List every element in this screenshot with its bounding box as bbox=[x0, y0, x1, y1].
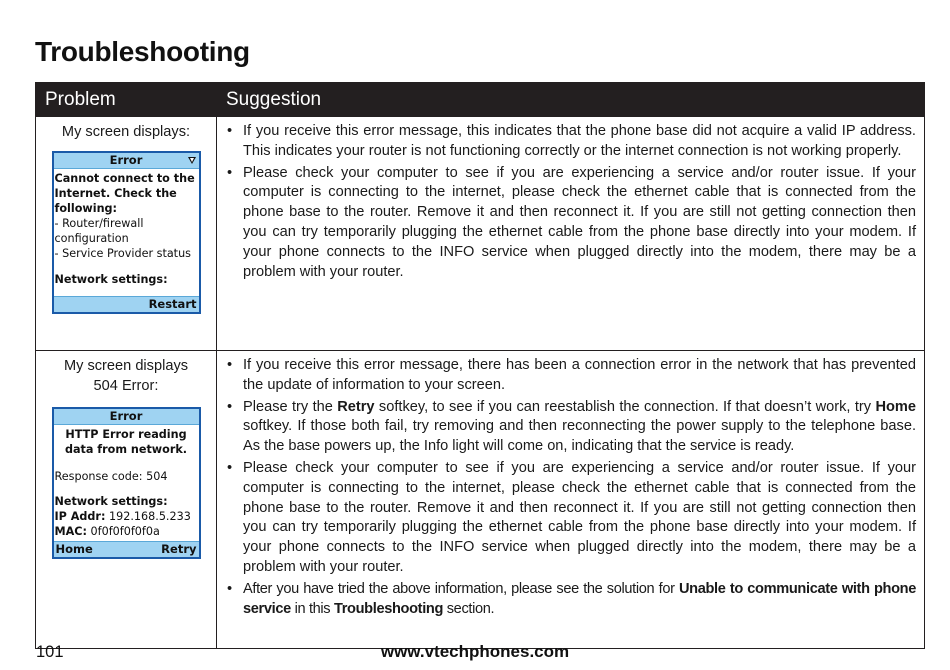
screen-softkey-bar bbox=[54, 541, 199, 557]
troubleshooting-keyword: Troubleshooting bbox=[333, 600, 444, 617]
screen-line: HTTP Error reading bbox=[65, 427, 187, 441]
suggestion-item: • After you have tried the above information, please see the solution for Unable to communicate with phone service in this Troubleshooting section. bbox=[223, 580, 916, 620]
table-row bbox=[36, 351, 925, 649]
phone-screen-image bbox=[52, 151, 201, 314]
screen-title: Error bbox=[109, 152, 143, 167]
problem-cell bbox=[36, 117, 217, 351]
screen-line: Network settings: bbox=[54, 494, 168, 508]
table-header-row bbox=[36, 83, 925, 117]
suggestion-cell bbox=[217, 117, 925, 351]
retry-keyword: Retry bbox=[337, 398, 375, 415]
website-url: www.vtechphones.com bbox=[380, 642, 570, 661]
screen-line: IP Addr: 192.168.5.233 bbox=[54, 509, 191, 523]
screen-softkey-bar bbox=[54, 296, 199, 312]
screen-line: Network settings: bbox=[54, 272, 168, 286]
suggestion-item: • If you receive this error message, there has been a connection error in the network that has prevented the update of information to your screen. bbox=[223, 356, 916, 396]
suggestion-item: • Please try the Retry softkey, to see if you can reestablish the connection. If that doesn’t work, try Home softkey. If those both fail, try removing and then reconnecting the power supply to the telephone base. As the base powers up, the Info light will come on, indicating that the service is ready. bbox=[223, 398, 916, 457]
screen-line: - Service Provider status bbox=[54, 246, 191, 260]
screen-title-bar bbox=[54, 153, 199, 169]
phone-screen-image bbox=[52, 407, 201, 559]
column-header-problem: Problem bbox=[36, 83, 217, 117]
screen-line: Internet. Check the bbox=[54, 186, 177, 200]
suggestion-item: • Please check your computer to see if you are experiencing a service and/or router issue. If your computer is connecting to the internet, please check the ethernet cable that is connected from the phone base to the router. Remove it and then reconnect it. If you are still not getting connection then you can try temporarily plugging the ethernet cable from the phone base directly into your modem. If your phone connects to the INFO service when plugged directly into the modem, there may be a problem with your router. bbox=[223, 164, 916, 283]
suggestion-cell bbox=[217, 351, 925, 649]
screen-line: data from network. bbox=[64, 442, 188, 456]
softkey-retry: Retry bbox=[161, 541, 197, 556]
suggestion-list bbox=[223, 122, 916, 282]
screen-line: Response code: 504 bbox=[54, 469, 168, 483]
problem-text: My screen displays bbox=[63, 358, 189, 374]
page-number: 101 bbox=[36, 643, 64, 661]
screen-title-bar bbox=[54, 409, 199, 425]
screen-body bbox=[54, 425, 199, 541]
page-title: Troubleshooting bbox=[35, 36, 250, 67]
screen-line: MAC: 0f0f0f0f0f0a bbox=[54, 524, 160, 538]
home-keyword: Home bbox=[875, 398, 916, 415]
column-header-suggestion: Suggestion bbox=[217, 83, 925, 117]
screen-body bbox=[54, 169, 199, 296]
softkey-restart: Restart bbox=[148, 296, 197, 311]
unable-to-communicate-keyword: Unable to communicate with phone service bbox=[243, 580, 917, 617]
table-row bbox=[36, 117, 925, 351]
screen-line: following: bbox=[54, 201, 118, 215]
screen-line: configuration bbox=[54, 231, 129, 245]
problem-text: My screen displays: bbox=[61, 124, 191, 140]
screen-line: Cannot connect to the bbox=[54, 171, 195, 185]
suggestion-item: • Please check your computer to see if you are experiencing a service and/or router issue. If your computer is connecting to the internet, please check the ethernet cable that is connected from the phone base to the router. Remove it and then reconnect it. If you are still not getting connection then you can try temporarily plugging the ethernet cable from the phone base directly into your modem. If your phone connects to the INFO service when plugged directly into the modem, there may be a problem with your router. bbox=[223, 459, 916, 578]
problem-text: 504 Error: bbox=[93, 377, 159, 394]
troubleshooting-table bbox=[35, 82, 925, 649]
softkey-home: Home bbox=[55, 541, 93, 556]
screen-title: Error bbox=[109, 408, 143, 423]
suggestion-item: • If you receive this error message, this indicates that the phone base did not acquire a valid IP address. This indicates your router is not functioning correctly or the internet connection is not working properly. bbox=[223, 122, 916, 162]
suggestion-list bbox=[223, 356, 916, 619]
scroll-down-arrow-icon bbox=[188, 157, 196, 164]
screen-line: - Router/firewall bbox=[54, 216, 144, 230]
problem-cell bbox=[36, 351, 217, 649]
